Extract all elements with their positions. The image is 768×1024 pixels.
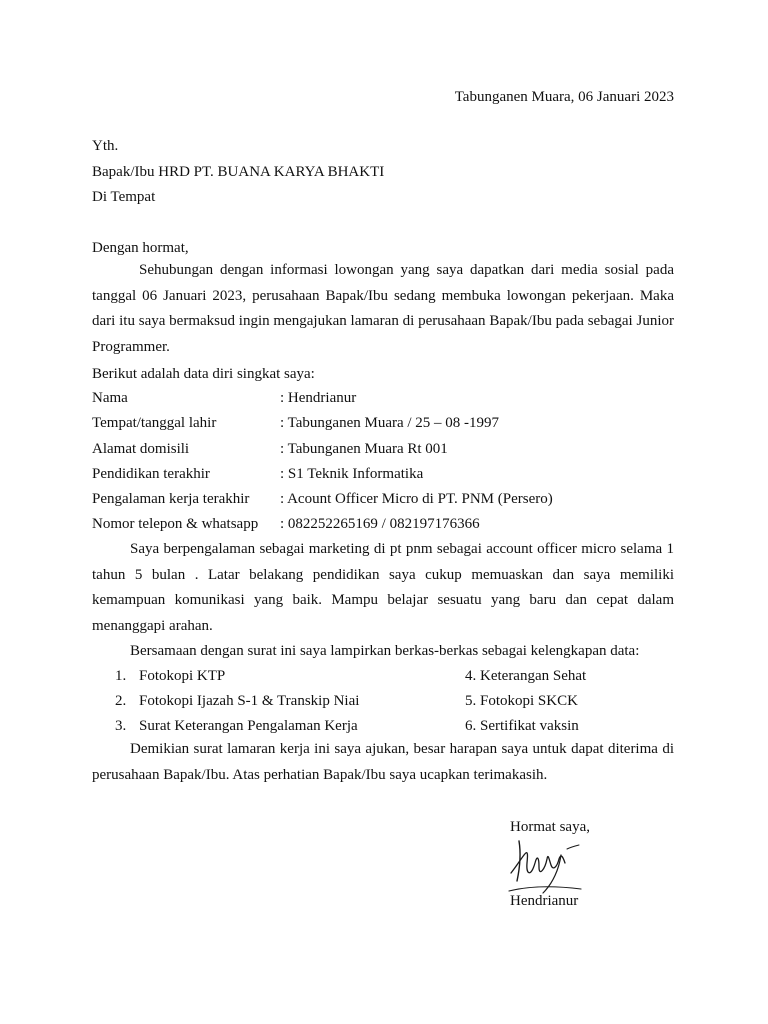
personal-row-birth (92, 414, 499, 432)
personal-value: : Hendrianur (280, 390, 357, 406)
signature-image (505, 833, 585, 897)
personal-label: Tempat/tanggal lahir (92, 415, 217, 431)
intro-paragraph: Sehubungan dengan informasi lowongan yang saya dapatkan dari media sosial pada tanggal 06 Januari 2023, perusahaan Bapak/Ibu sedang membuka lowongan pekerjaan. Maka dari itu saya bermaksud ingin mengajukan lamaran di perusahaan Bapak/Ibu pada sebagai Junior Programmer. (92, 262, 674, 355)
attachment-right: 5. Fotokopi SKCK (465, 693, 578, 709)
personal-label: Nomor telepon & whatsapp (92, 516, 259, 532)
attachments-intro: Bersamaan dengan surat ini saya lampirkan berkas-berkas sebagai kelengkapan data: (130, 643, 640, 659)
letter-date: Tabunganen Muara, 06 Januari 2023 (454, 89, 674, 105)
personal-label: Pendidikan terakhir (92, 466, 210, 482)
attachment-number: 2. (115, 693, 127, 709)
attachment-number: 3. (115, 718, 127, 734)
personal-value: : Acount Officer Micro di PT. PNM (Persero) (280, 491, 553, 507)
personal-row-address (92, 440, 448, 458)
attachment-left: Fotokopi Ijazah S-1 & Transkip Niai (139, 693, 360, 709)
attachment-left: Surat Keterangan Pengalaman Kerja (139, 718, 358, 734)
attachment-number: 1. (115, 668, 127, 684)
personal-value: : S1 Teknik Informatika (280, 466, 424, 482)
personal-label: Pengalaman kerja terakhir (92, 491, 250, 507)
closing-salutation: Hormat saya, (510, 819, 590, 835)
experience-paragraph: Saya berpengalaman sebagai marketing di pt pnm sebagai account officer micro selama 1 tahun 5 bulan . Latar belakang pendidikan saya cukup memuaskan dan saya memiliki kemampuan komunikasi yang baik. Mampu belajar sesuatu yang baru dan cepat dalam menanggapi arahan. (92, 541, 674, 634)
recipient-place: Di Tempat (92, 189, 156, 205)
personal-label: Nama (92, 390, 128, 406)
personal-row-education (92, 465, 423, 483)
attachment-right: 4. Keterangan Sehat (465, 668, 587, 684)
personal-value: : 082252265169 / 082197176366 (280, 516, 480, 532)
closing-paragraph: Demikian surat lamaran kerja ini saya ajukan, besar harapan saya untuk dapat diterima di perusahaan Bapak/Ibu. Atas perhatian Bapak/Ibu saya ucapkan terimakasih. (92, 741, 674, 783)
personal-row-phone (92, 515, 480, 533)
attachment-left: Fotokopi KTP (139, 668, 226, 684)
attachment-row (115, 717, 579, 735)
attachment-row (115, 692, 578, 710)
attachment-right: 6. Sertifikat vaksin (465, 718, 579, 734)
personal-value: : Tabunganen Muara Rt 001 (280, 441, 448, 457)
recipient-name: Bapak/Ibu HRD PT. BUANA KARYA BHAKTI (92, 164, 385, 180)
personal-value: : Tabunganen Muara / 25 – 08 -1997 (280, 415, 500, 431)
signer-name: Hendrianur (510, 893, 579, 909)
greeting: Dengan hormat, (92, 240, 189, 256)
recipient-salutation: Yth. (92, 138, 119, 154)
personal-row-name (92, 389, 356, 407)
attachment-row (115, 667, 586, 685)
personal-label: Alamat domisili (92, 441, 190, 457)
personal-row-experience (92, 490, 553, 508)
data-intro: Berikut adalah data diri singkat saya: (92, 366, 315, 382)
